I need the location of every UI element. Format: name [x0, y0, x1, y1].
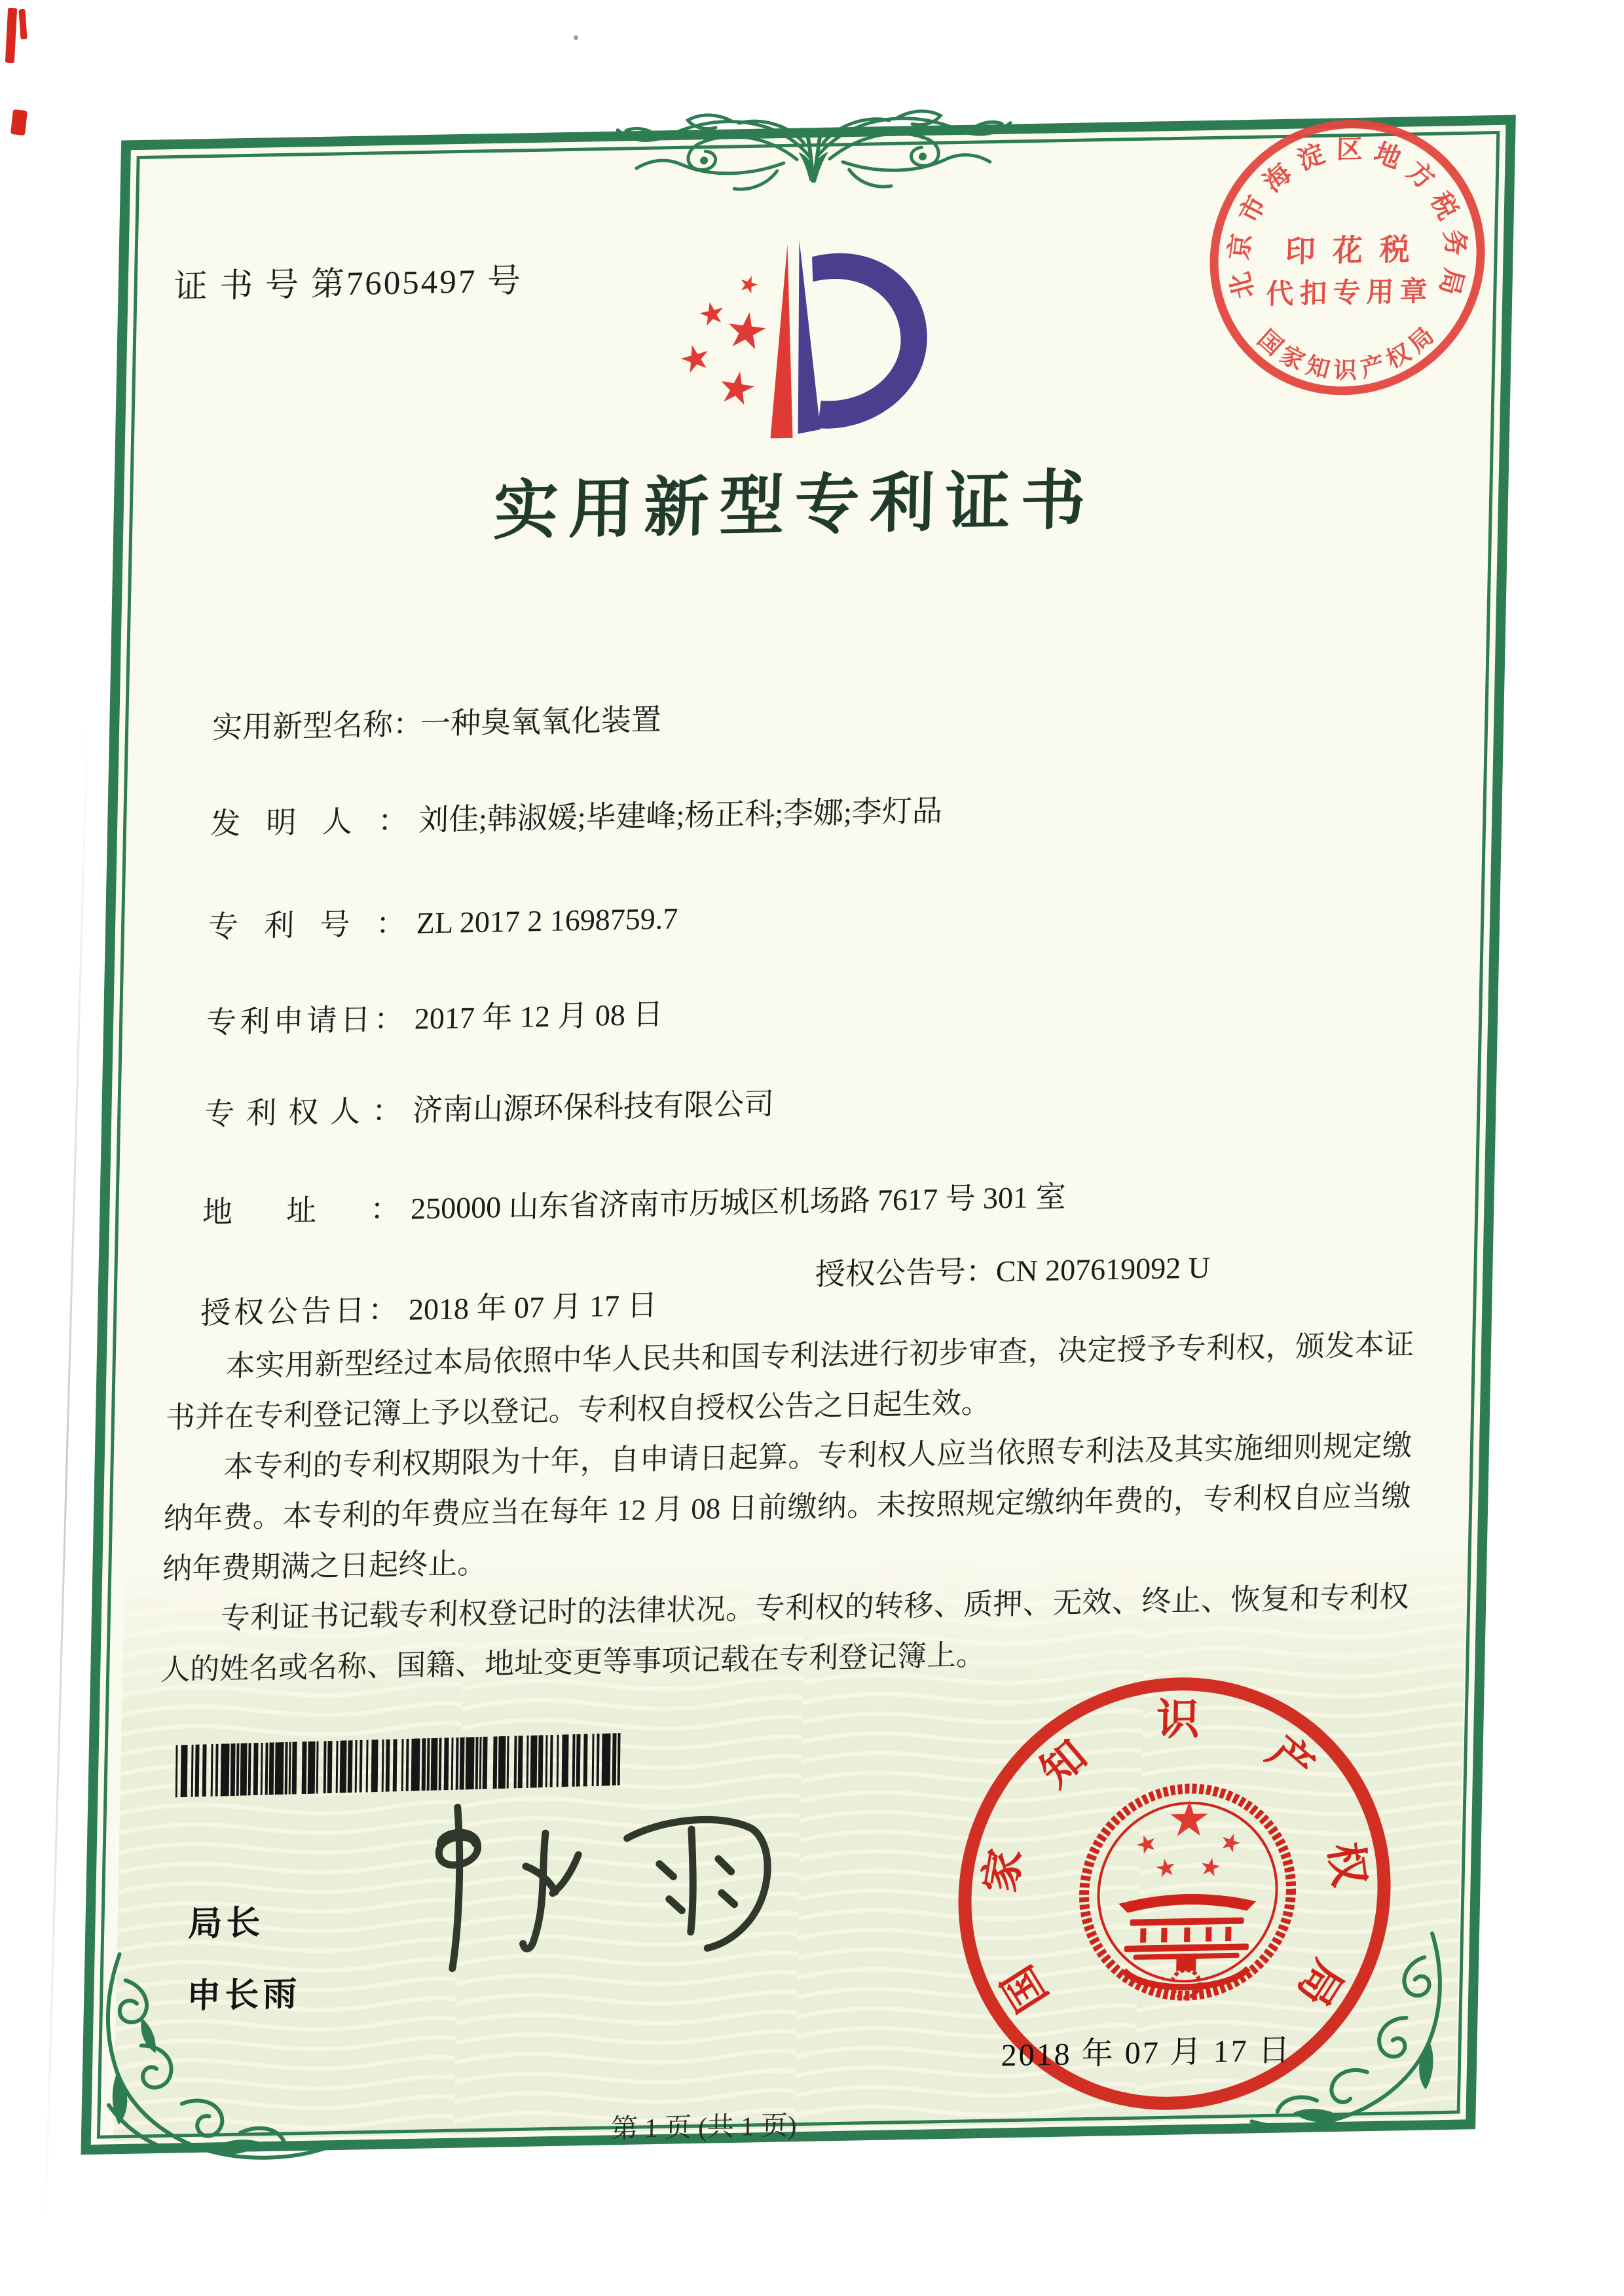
field-value: 2017 年 12 月 08 日	[414, 997, 663, 1036]
seal-arc-char: 权	[1382, 338, 1415, 374]
certificate-number: 证 书 号 第7605497 号	[174, 263, 523, 306]
seal-arc-char: 淀	[1293, 138, 1329, 176]
field-label: 地址：	[202, 1192, 401, 1230]
scan-artifact-red-mark	[10, 109, 28, 136]
seal-arc-char: 务	[1439, 227, 1471, 258]
body-paragraph: 专利证书记载专利权登记时的法律状况。专利权的转移、质押、无效、终止、恢复和专利权人的姓名或名称、国籍、地址变更等事项记载在专利登记簿上。	[160, 1580, 1409, 1686]
field-value: 刘佳;韩淑媛;毕建峰;杨正科;李娜;李灯品	[418, 793, 943, 837]
scan-artifact-red-mark	[18, 9, 27, 40]
seal-arc-char: 方	[1401, 155, 1441, 195]
field-label: 专利权人：	[204, 1093, 403, 1131]
page-number: 第 1 页 (共 1 页)	[610, 2110, 797, 2144]
seal-arc-char: 家	[976, 1846, 1031, 1895]
field-value: 250000 山东省济南市历城区机场路 7617 号 301 室	[410, 1180, 1067, 1226]
seal-arc-char: 京	[1224, 232, 1257, 261]
field-row-name	[212, 696, 661, 748]
field-label: 发明人：	[210, 803, 409, 841]
seal-arc-char: 区	[1336, 134, 1363, 165]
seal-arc-char: 局	[1287, 1952, 1352, 2014]
seal-arc-char: 识	[1333, 357, 1357, 384]
seal-arc-char: 产	[1258, 1728, 1323, 1793]
seal-arc-char: 产	[1357, 350, 1387, 382]
director-title: 局长	[187, 1903, 265, 1944]
seal-arc-char: 知	[1032, 1732, 1096, 1796]
field-value: 济南山源环保科技有限公司	[412, 1087, 775, 1127]
seal-arc-char: 权	[1320, 1839, 1373, 1890]
seal-date: 2018 年 07 月 17 日	[1001, 2033, 1293, 2073]
field-row-address	[202, 1173, 1067, 1231]
seal-arc-char: 国	[993, 1957, 1058, 2020]
seal-arc-char: 知	[1302, 352, 1333, 384]
legal-body-text	[160, 1320, 1414, 1696]
field-value: 2018 年 07 月 17 日	[408, 1288, 658, 1326]
seal-arc-char: 识	[1156, 1696, 1200, 1745]
seal-arc-char: 税	[1425, 187, 1464, 225]
tax-seal-center-line1: 印花税	[1285, 232, 1428, 268]
field-label: 专利号：	[208, 906, 407, 944]
seal-arc-char: 海	[1257, 158, 1297, 198]
cnipa-logo-icon	[652, 233, 945, 454]
seal-arc-char: 局	[1403, 322, 1439, 358]
seal-arc-char: 北	[1225, 268, 1260, 302]
field-value: 一种臭氧氧化装置	[420, 702, 662, 741]
seal-arc-char: 市	[1233, 191, 1272, 228]
field-row-patent-number	[208, 894, 678, 946]
field-value: ZL 2017 2 1698759.7	[416, 902, 678, 940]
field-label: 授权公告日：	[200, 1293, 399, 1330]
scan-artifact-speck	[574, 35, 578, 40]
top-border-ornament	[613, 94, 1014, 212]
tax-seal-center-line2: 代扣专用章	[1266, 276, 1433, 310]
certificate-title: 实用新型专利证书	[492, 465, 1097, 548]
field-label: 专利申请日：	[206, 1002, 405, 1040]
body-paragraph: 本实用新型经过本局依照中华人民共和国专利法进行初步审查，决定授予专利权，颁发本证书并在专利登记簿上予以登记。专利权自授权公告之日起生效。	[165, 1328, 1414, 1434]
body-paragraph: 本专利的专利权期限为十年，自申请日起算。专利权人应当依照专利法及其实施细则规定缴纳年费。本专利的年费应当在每年 12 月 08 日前缴纳。未按照规定缴纳年费的，专利权自应当缴纳年费期满之日起终止。	[162, 1429, 1412, 1586]
seal-arc-char: 国	[1252, 325, 1288, 361]
field-row-inventors	[210, 787, 943, 844]
director-name: 申长雨	[186, 1975, 301, 2016]
certificate-page	[81, 115, 1515, 2155]
field-grant-number	[815, 1243, 1210, 1294]
seal-arc-char: 家	[1276, 341, 1310, 376]
seal-arc-char: 局	[1433, 265, 1469, 298]
field-label: 授权公告号：	[815, 1254, 997, 1292]
tax-stamp-seal	[1207, 117, 1487, 397]
field-row-grant	[200, 1250, 1211, 1333]
scan-artifact-red-mark	[5, 8, 17, 64]
field-row-filing-date	[206, 991, 663, 1042]
field-value: CN 207619092 U	[995, 1250, 1211, 1288]
director-signature	[375, 1788, 811, 1999]
seal-arc-char: 地	[1370, 137, 1406, 174]
national-emblem-icon	[1076, 1751, 1301, 2027]
field-label: 实用新型名称：	[212, 707, 424, 745]
field-row-patentee	[204, 1080, 775, 1133]
